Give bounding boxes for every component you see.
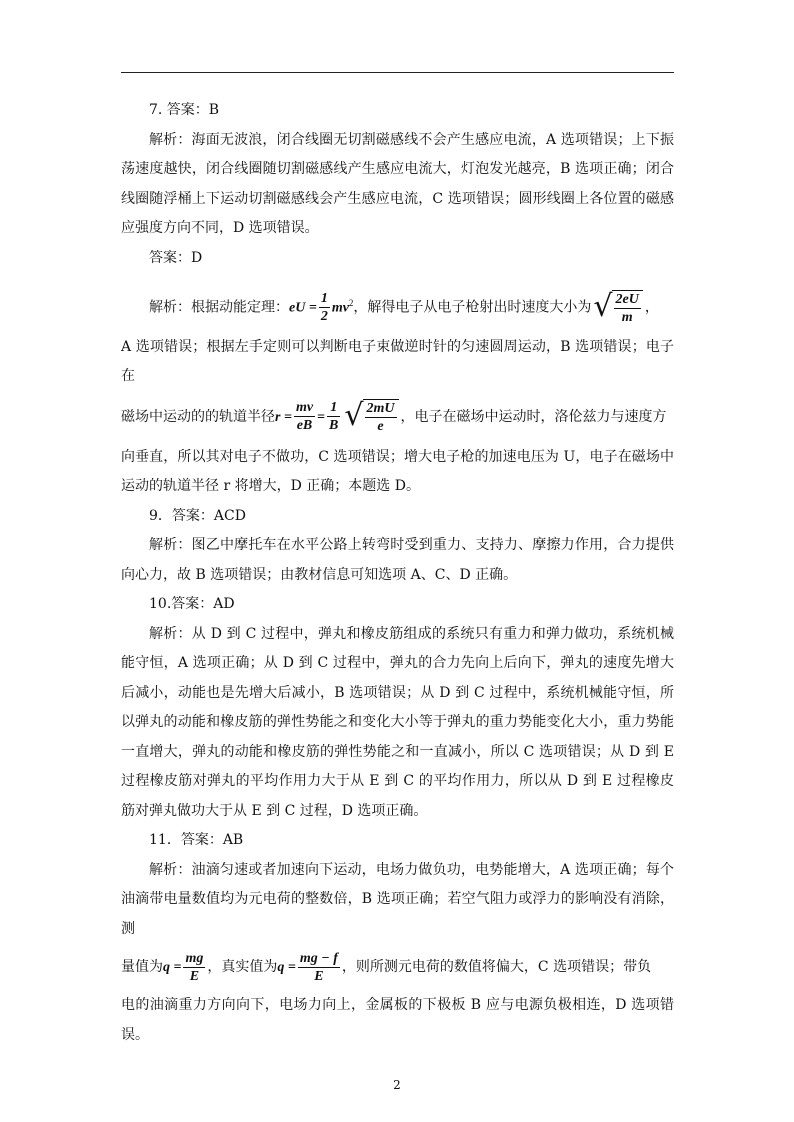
q8-square: 2 bbox=[348, 298, 354, 308]
q8-eq2: = bbox=[317, 409, 326, 425]
q8-analysis-mid: ，解得电子从电子枪射出时速度大小为 bbox=[353, 299, 592, 316]
q10-answer: 10.答案：AD bbox=[149, 596, 235, 613]
q7-analysis: 解析：海面无波浪，闭合线圈无切割磁感线不会产生感应电流，A 选项错误；上下振荡速度越快，闭合线圈随切割磁感线产生感应电流大，灯泡发光越亮，B 选项正确；闭合线圈随浮桶上下运动切割磁感线会产生感应电流，C 选项错误；圆形线圈上各位置的磁感应强度方向不同，D 选项错误。 bbox=[121, 131, 674, 236]
q11-q2-den: E bbox=[314, 968, 324, 984]
q11-measure-post: ，则所测元电荷的数值将偏大，C 选项错误；带负 bbox=[341, 959, 652, 976]
q8-radius-line bbox=[121, 392, 674, 443]
q8-v-num: 2eU bbox=[615, 291, 639, 307]
q8-v-den: m bbox=[621, 309, 633, 325]
q8-mv: mv bbox=[331, 300, 349, 316]
q11-q1-lhs: q = bbox=[163, 960, 182, 976]
q8-eq-lhs: eU = bbox=[289, 300, 317, 316]
q8-r-num: mv bbox=[295, 400, 314, 416]
q8-r-den: eB bbox=[296, 418, 313, 434]
q8-velocity-fraction bbox=[614, 291, 641, 326]
q8-r-lhs: r = bbox=[275, 409, 292, 425]
q10-analysis: 解析：从 D 到 C 过程中，弹丸和橡皮筋组成的系统只有重力和弹力做功，系统机械能守恒，A 选项正确；从 D 到 C 过程中，弹丸的合力先向上后向下，弹丸的速度先增大后减小，动能也是先增大后减小，B 选项错误；从 D 到 C 过程中，系统机械能守恒，所以弹丸的动能和橡皮筋的弹性势能之和变化大小等于弹丸的重力势能变化大小，重力势能一直增大，弹丸的动能和橡皮筋的弹性势能之和一直减小，所以 C 选项错误；从 D 到 E 过程橡皮筋对弹丸的平均作用力大于从 E 到 C 的平均作用力，所以从 D 到 E 过程橡皮筋对弹丸做功大于从 E 到 C 过程，D 选项正确。 bbox=[121, 625, 674, 819]
q11-q2-num: mg − f bbox=[299, 950, 338, 966]
q11-q1-den: E bbox=[189, 968, 200, 984]
q8-comma: ， bbox=[644, 299, 659, 316]
q9-analysis: 解析：图乙中摩托车在水平公路上转弯时受到重力、支持力、摩擦力作用，合力提供向心力，故 B 选项错误；由教材信息可知选项 A、C、D 正确。 bbox=[121, 537, 674, 583]
q8-analysis bbox=[121, 277, 674, 335]
q8-inverse-b-fraction bbox=[327, 399, 340, 434]
q11-q1-num: mg bbox=[185, 950, 204, 966]
q8-r2-num: 2mU bbox=[366, 400, 395, 416]
q11-q2-fraction bbox=[298, 950, 340, 985]
q8-half-den: 2 bbox=[320, 309, 328, 325]
q8-radius-root: √ $\frac{2mU}{e}$ bbox=[344, 399, 398, 435]
q8-r2-den: e bbox=[377, 418, 384, 434]
q11-answer: 11．答案：AB bbox=[149, 832, 244, 849]
header-rule bbox=[121, 72, 674, 73]
q11-measure-mid: ，真实值为 bbox=[207, 959, 278, 976]
q11-q1-fraction bbox=[183, 950, 205, 985]
q8-half-fraction bbox=[319, 290, 330, 325]
q8-r2-fraction bbox=[365, 400, 397, 435]
q8-answer: 答案：D bbox=[149, 249, 203, 266]
page-number: 2 bbox=[393, 1078, 401, 1092]
q8-radius-post: ，电子在磁场中运动时，洛伦兹力与速度方 bbox=[400, 408, 667, 425]
q8-b: B bbox=[329, 418, 339, 434]
q8-r-fraction bbox=[294, 399, 315, 434]
q8-analysis-prefix: 解析：根据动能定理： bbox=[149, 299, 289, 316]
q8-one: 1 bbox=[327, 399, 340, 417]
q9-answer: 9．答案：ACD bbox=[149, 507, 246, 524]
q11-measure-prefix: 量值为 bbox=[121, 959, 163, 976]
q11-measure-line bbox=[121, 944, 674, 991]
q8-radius-prefix: 磁场中运动的的轨道半径 bbox=[121, 408, 275, 425]
q8-half-num: 1 bbox=[320, 291, 328, 307]
q8-velocity-root: √ $\frac{2eU}{m}$ bbox=[593, 290, 642, 326]
q8-analysis-rest: 向垂直，所以其对电子不做功，C 选项错误；增大电子枪的加速电压为 U，电子在磁场中运动的轨道半径 r 将增大，D 正确；本题选 D。 bbox=[121, 448, 674, 495]
answer-content bbox=[121, 96, 674, 1050]
q7-answer: 7. 答案：B bbox=[149, 102, 220, 118]
q11-q2-lhs: q = bbox=[277, 960, 296, 976]
q11-analysis: 解析：油滴匀速或者加速向下运动，电场力做负功，电势能增大，A 选项正确；每个油滴带电量数值均为元电荷的整数倍，B 选项正确；若空气阻力或浮力的影响没有消除，测 bbox=[121, 861, 674, 937]
q8-analysis-line2: A 选项错误；根据左手定则可以判断电子束做逆时针的匀速圆周运动，B 选项错误；电子在 bbox=[121, 338, 674, 385]
q11-last-line: 电的油滴重力方向向下，电场力向上，金属板的下极板 B 应与电源负极相连，D 选项错误。 bbox=[121, 997, 674, 1043]
